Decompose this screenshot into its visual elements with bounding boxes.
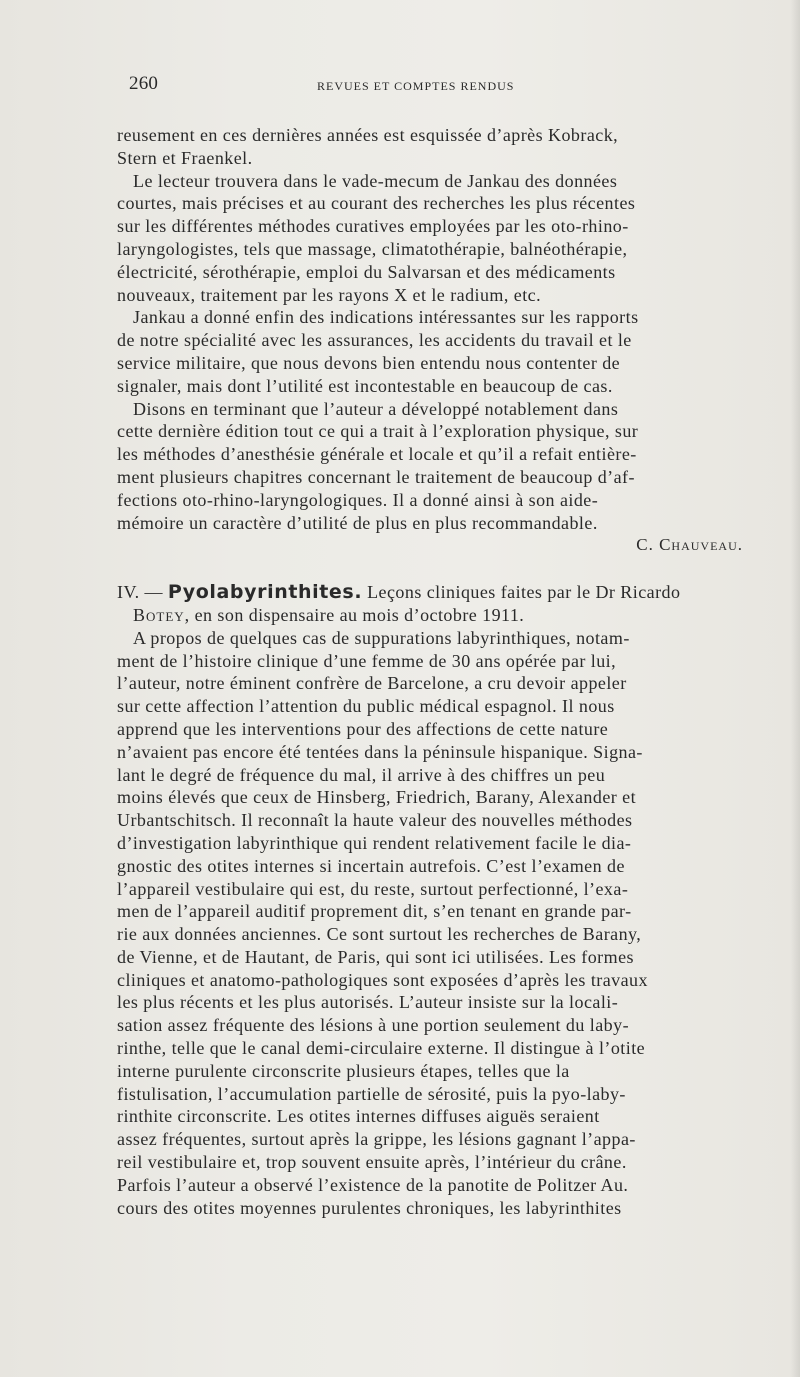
review2-line: gnostic des otites internes si incertain autrefois. C’est l’examen de bbox=[117, 855, 625, 876]
review2-line: ment de l’histoire clinique d’une femme de 30 ans opérée par lui, bbox=[117, 650, 617, 671]
section-numeral: IV. — bbox=[117, 582, 168, 603]
review1-line: Jankau a donné enfin des indications intéressantes sur les rapports bbox=[133, 307, 639, 328]
review2-line: d’investigation labyrinthique qui rendent relativement facile le dia- bbox=[117, 832, 632, 853]
section-title: Pyolabyrinthites. bbox=[167, 581, 363, 604]
review1-line: Le lecteur trouvera dans le vade-mecum de Jankau des données bbox=[133, 170, 618, 191]
review2-line: moins élevés que ceux de Hinsberg, Friedrich, Barany, Alexander et bbox=[117, 787, 637, 808]
review1-line: laryngologistes, tels que massage, climatothérapie, balnéothérapie, bbox=[117, 238, 628, 259]
review2-line: assez fréquentes, surtout après la grippe, les lésions gagnant l’appa- bbox=[117, 1129, 636, 1150]
review2-line: reil vestibulaire et, trop souvent ensuite après, l’intérieur du crâne. bbox=[117, 1152, 627, 1173]
review2-line: les plus récents et les plus autorisés. L’auteur insiste sur la locali- bbox=[117, 992, 619, 1013]
running-head: REVUES ET COMPTES RENDUS bbox=[317, 79, 515, 93]
review-section-jankau bbox=[117, 124, 767, 557]
review2-line: A propos de quelques cas de suppurations labyrinthiques, notam- bbox=[133, 627, 630, 648]
review1-line: service militaire, que nous devons bien entendu nous contenter de bbox=[117, 352, 621, 373]
section-gap bbox=[117, 557, 767, 581]
review2-line: men de l’appareil auditif proprement dit, s’en tenant en grande par- bbox=[117, 901, 632, 922]
review-section-pyolabyrinthites bbox=[117, 581, 767, 1219]
page-header bbox=[129, 73, 765, 99]
review2-heading-line bbox=[117, 581, 767, 604]
review1-line: fections oto-rhino-laryngologiques. Il a donné ainsi à son aide- bbox=[117, 489, 599, 510]
page-number: 260 bbox=[129, 73, 159, 94]
review1-line: mémoire un caractère d’utilité de plus en plus recommandable. bbox=[117, 512, 598, 533]
review1-line: sur les différentes méthodes curatives employées par les oto-rhino- bbox=[117, 216, 629, 237]
review2-line: cours des otites moyennes purulentes chroniques, les labyrinthites bbox=[117, 1197, 622, 1218]
review2-line: l’appareil vestibulaire qui est, du reste, surtout perfectionné, l’exa- bbox=[117, 878, 629, 899]
review2-line: de Vienne, et de Hautant, de Paris, qui sont ici utilisées. Les formes bbox=[117, 946, 634, 967]
review2-line: n’avaient pas encore été tentées dans la péninsule hispanique. Signa- bbox=[117, 741, 643, 762]
review1-line: Stern et Fraenkel. bbox=[117, 147, 253, 168]
review2-line: fistulisation, l’accumulation partielle de sérosité, puis la pyo-laby- bbox=[117, 1083, 626, 1104]
signature-text: C. Chauveau. bbox=[636, 535, 743, 555]
review1-line: signaler, mais dont l’utilité est incontestable en beaucoup de cas. bbox=[117, 375, 613, 396]
section-subtitle-end: , en son dispensaire au mois d’octobre 1911. bbox=[184, 604, 525, 625]
review1-line: de notre spécialité avec les assurances, les accidents du travail et le bbox=[117, 330, 632, 351]
page-edge-shadow bbox=[790, 0, 800, 1377]
review-signature bbox=[117, 534, 767, 557]
body-text bbox=[117, 124, 767, 1219]
author-name: Botey bbox=[133, 604, 185, 625]
review2-line: rinthite circonscrite. Les otites internes diffuses aiguës seraient bbox=[117, 1106, 600, 1127]
review2-line: Urbantschitsch. Il reconnaît la haute valeur des nouvelles méthodes bbox=[117, 810, 633, 831]
review2-line: cliniques et anatomo-pathologiques sont exposées d’après les travaux bbox=[117, 969, 648, 990]
review2-line: Parfois l’auteur a observé l’existence de la panotite de Politzer Au. bbox=[117, 1174, 629, 1195]
review1-line: Disons en terminant que l’auteur a développé notablement dans bbox=[133, 398, 619, 419]
review1-line: ment plusieurs chapitres concernant le traitement de beaucoup d’af- bbox=[117, 466, 635, 487]
review2-line: lant le degré de fréquence du mal, il arrive à des chiffres un peu bbox=[117, 764, 606, 785]
review2-line: sur cette affection l’attention du public médical espagnol. Il nous bbox=[117, 696, 615, 717]
review1-line: nouveaux, traitement par les rayons X et le radium, etc. bbox=[117, 284, 542, 305]
review2-author-line bbox=[117, 604, 767, 627]
review1-line: électricité, sérothérapie, emploi du Salvarsan et des médicaments bbox=[117, 261, 616, 282]
review2-line: sation assez fréquente des lésions à une portion seulement du laby- bbox=[117, 1015, 630, 1036]
section-subtitle: Leçons cliniques faites par le Dr Ricardo bbox=[362, 582, 681, 603]
review1-line: les méthodes d’anesthésie générale et locale et qu’il a refait entière- bbox=[117, 444, 637, 465]
review2-line: rie aux données anciennes. Ce sont surtout les recherches de Barany, bbox=[117, 924, 642, 945]
review1-line: reusement en ces dernières années est esquissée d’après Kobrack, bbox=[117, 125, 619, 145]
review2-line: l’auteur, notre éminent confrère de Barcelone, a cru devoir appeler bbox=[117, 673, 627, 694]
review1-line: courtes, mais précises et au courant des recherches les plus récentes bbox=[117, 193, 636, 214]
review2-line: rinthe, telle que le canal demi-circulaire externe. Il distingue à l’otite bbox=[117, 1038, 646, 1059]
review1-line: cette dernière édition tout ce qui a trait à l’exploration physique, sur bbox=[117, 421, 639, 442]
review2-line: apprend que les interventions pour des affections de cette nature bbox=[117, 718, 609, 739]
review2-line: interne purulente circonscrite plusieurs étapes, telles que la bbox=[117, 1060, 570, 1081]
